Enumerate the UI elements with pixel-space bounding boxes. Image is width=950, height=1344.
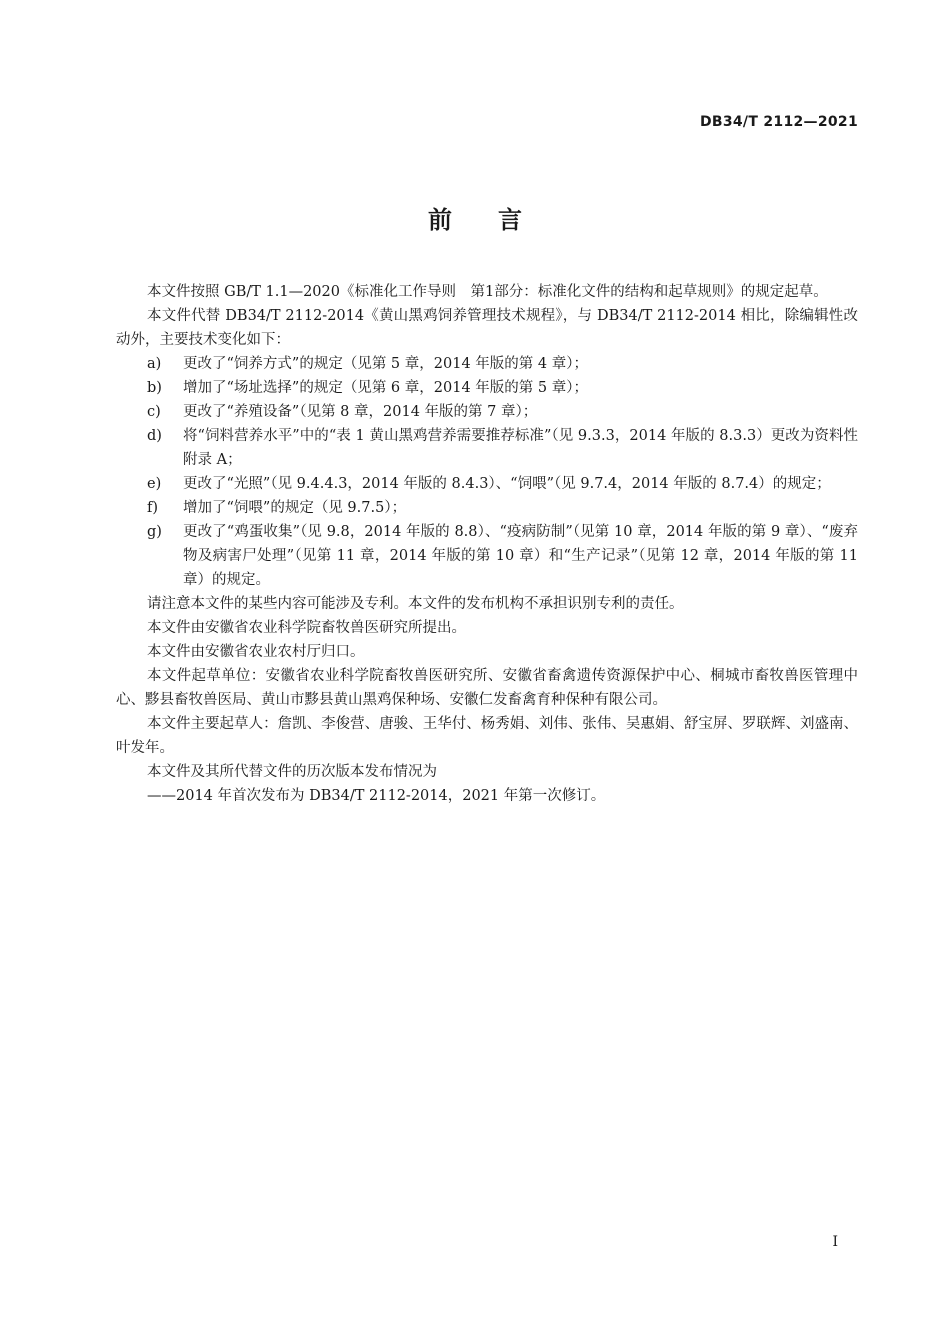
paragraph-drafting-units: 本文件起草单位：安徽省农业科学院畜牧兽医研究所、安徽省畜禽遗传资源保护中心、桐城市畜牧兽医管理中心、黟县畜牧兽医局、黄山市黟县黄山黑鸡保种场、安徽仁发畜禽育种保种有限公司。 — [116, 668, 858, 708]
paragraph-drafters: 本文件主要起草人：詹凯、李俊营、唐骏、王华付、杨秀娟、刘伟、张伟、吴惠娟、舒宝屏、罗联辉、刘盛南、叶发年。 — [116, 716, 858, 756]
list-text: 更改了“光照”（见 9.4.4.3，2014 年版的 8.4.3）、“饲喂”（见 9.7.4，2014 年版的 8.7.4）的规定； — [183, 476, 831, 492]
change-item-a — [116, 352, 858, 376]
list-label: a) — [147, 356, 162, 372]
list-label: d) — [147, 428, 162, 444]
change-item-g — [116, 520, 858, 592]
paragraph-replacement-note: 本文件代替 DB34/T 2112-2014《黄山黑鸡饲养管理技术规程》，与 DB34/T 2112-2014 相比，除编辑性改动外，主要技术变化如下： — [116, 308, 858, 348]
page-title: 前言 — [428, 206, 568, 234]
list-label: f) — [147, 500, 159, 516]
paragraph-version-history: ——2014 年首次发布为 DB34/T 2112-2014，2021 年第一次修订。 — [147, 788, 606, 804]
list-text: 更改了“饲养方式”的规定（见第 5 章，2014 年版的第 4 章）； — [183, 356, 588, 372]
document-code: DB34/T 2112—2021 — [699, 114, 858, 130]
list-label: b) — [147, 380, 162, 396]
paragraph-centralized-unit: 本文件由安徽省农业农村厅归口。 — [147, 644, 365, 660]
paragraph-proposer: 本文件由安徽省农业科学院畜牧兽医研究所提出。 — [147, 620, 466, 636]
change-item-c — [116, 400, 858, 424]
change-item-d — [116, 424, 858, 472]
list-text: 更改了“养殖设备”（见第 8 章，2014 年版的第 7 章）； — [183, 404, 538, 420]
list-text: 增加了“饲喂”的规定（见 9.7.5）； — [183, 500, 407, 516]
document-body — [116, 280, 858, 808]
page-number: I — [832, 1234, 838, 1250]
list-text: 更改了“鸡蛋收集”（见 9.8，2014 年版的 8.8）、“疫病防制”（见第 10 章，2014 年版的第 9 章）、“废弃物及病害尸处理”（见第 11 章，2014 年版的第 10 章）和“生产记录”（见第 12 章，2014 年版的第 11 章）的规定。 — [183, 524, 858, 588]
list-text: 将“饲料营养水平”中的“表 1 黄山黑鸡营养需要推荐标准”（见 9.3.3，2014 年版的 8.3.3）更改为资料性附录 A； — [183, 428, 858, 468]
list-label: c) — [147, 404, 161, 420]
paragraph-drafting-basis: 本文件按照 GB/T 1.1—2020《标准化工作导则 第1部分：标准化文件的结构和起草规则》的规定起草。 — [147, 284, 828, 300]
paragraph-version-history-intro: 本文件及其所代替文件的历次版本发布情况为 — [147, 764, 437, 780]
paragraph-patent-notice: 请注意本文件的某些内容可能涉及专利。本文件的发布机构不承担识别专利的责任。 — [147, 596, 684, 612]
change-item-f — [116, 496, 858, 520]
change-item-e — [116, 472, 858, 496]
list-label: e) — [147, 476, 162, 492]
change-item-b — [116, 376, 858, 400]
list-label: g) — [147, 524, 162, 540]
list-text: 增加了“场址选择”的规定（见第 6 章，2014 年版的第 5 章）； — [183, 380, 588, 396]
